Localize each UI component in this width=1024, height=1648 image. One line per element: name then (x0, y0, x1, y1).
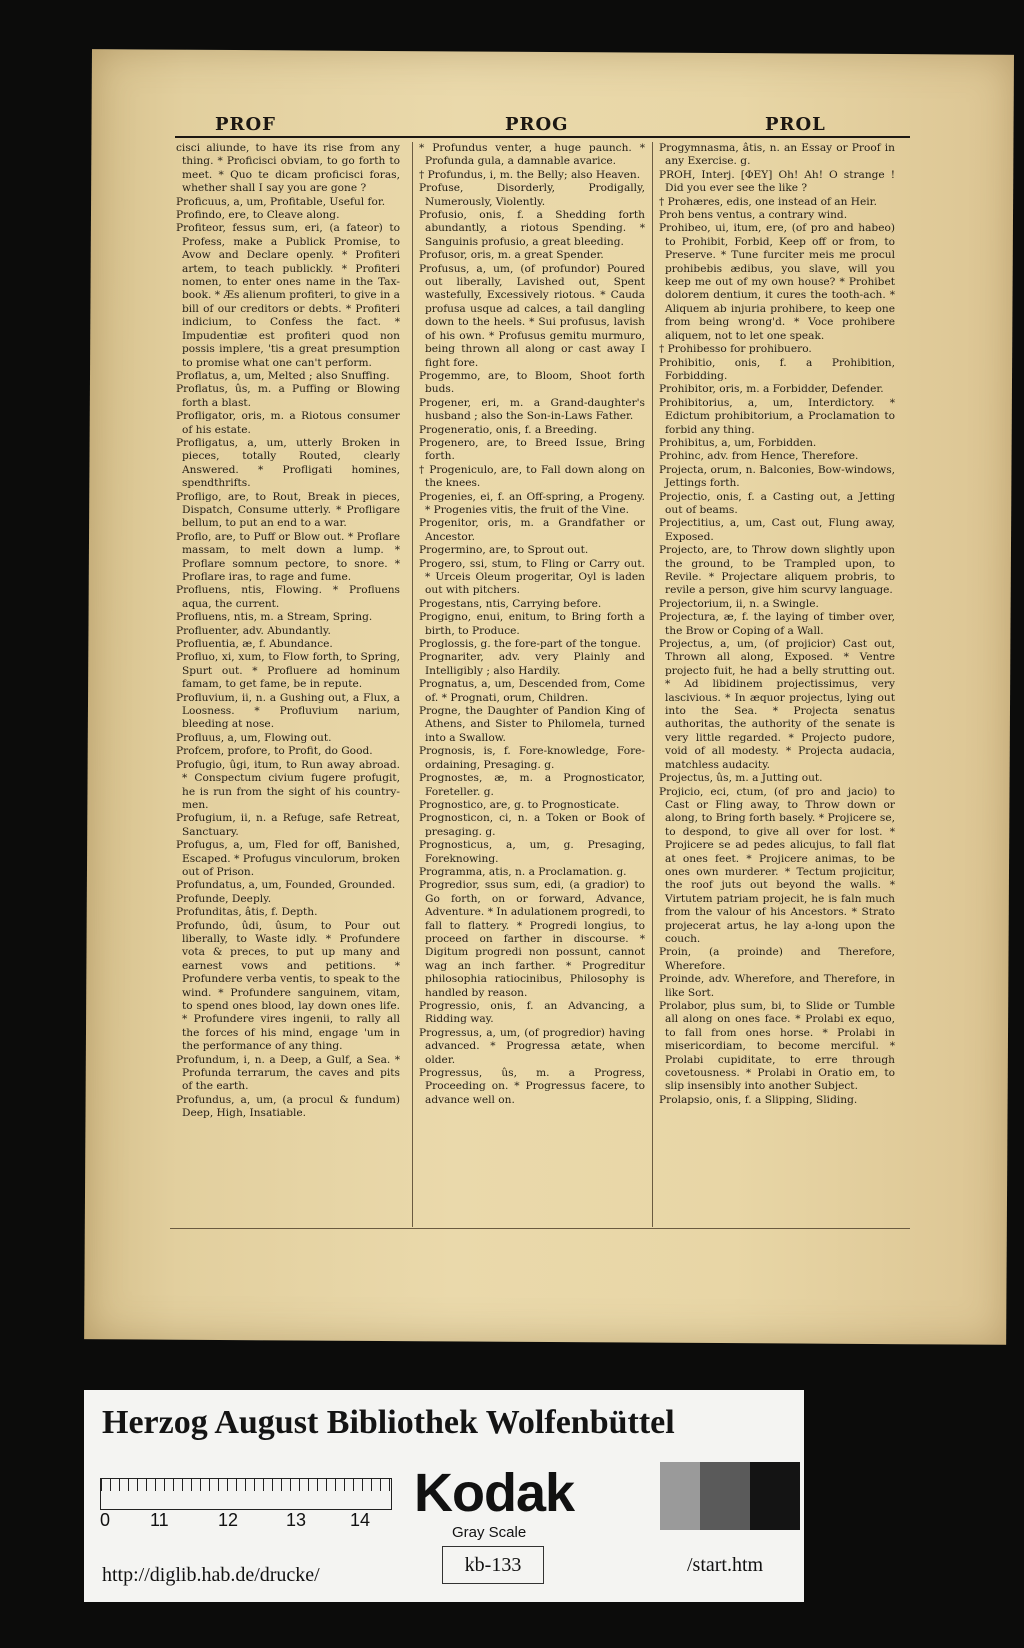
dictionary-entry: † Prohibesso for prohibuero. (659, 343, 812, 356)
dictionary-entry: Projectus, ûs, m. a Jutting out. (659, 772, 823, 785)
running-header (175, 114, 910, 138)
dictionary-entry: Profundatus, a, um, Founded, Grounded. (176, 879, 396, 892)
dictionary-entry: Projicio, eci, ctum, (of pro and jacio) to Cast or Fling away, to Throw down or along, to Bring forth basely. * Projicere se, to despond, to give all over for lost. * Projicere se ad pedes alicujus, to fall flat at ones feet. * Projicere animas, to be ones own murderer. * Tectum projicitur, the roof juts out beyond the walls. * Virtutem patriam projecit, he is faln much from the valour of his Ancestors. * Strato projecerat artus, he lay a-long upon the couch. (659, 785, 895, 945)
dictionary-entry: Proflo, are, to Puff or Blow out. * Proflare massam, to melt down a lump. * Proflare somnum pectore, to snore. * Proflare iras, to rage and fume. (176, 530, 400, 583)
dictionary-entry: Progener, eri, m. a Grand-daughter's husband ; also the Son-in-Laws Father. (419, 396, 645, 423)
dictionary-column-1 (176, 142, 400, 1227)
dictionary-entry: Projecta, orum, n. Balconies, Bow-windows, Jettings forth. (659, 463, 895, 490)
dictionary-entry: cisci aliunde, to have its rise from any thing. * Proficisci obviam, to go forth to meet. * Quo te dicam proficisci foras, whether shall I say you are gone ? (176, 142, 400, 195)
dictionary-entry: Prohinc, adv. from Hence, Therefore. (659, 450, 859, 463)
library-name: Herzog August Bibliothek Wolfenbüttel (102, 1404, 675, 1441)
ruler-scale (100, 1478, 392, 1510)
dictionary-entry: Profugio, ûgi, itum, to Run away abroad. * Conspectum civium fugere profugit, he is run from the sight of his country-men. (176, 758, 400, 811)
dictionary-entry: Profluens, ntis, Flowing. * Profluens aqua, the current. (176, 584, 400, 610)
dictionary-entry: Profusus, a, um, (of profundor) Poured out liberally, Lavished out, Spent wastefully, Excessively riotous. * Cauda profusa usque ad calces, a tail dangling down to the heels. * Sui profusus, lavish of his own. * Profusus gemitu murmuro, being thrown all along or cast away I fight fore. (419, 262, 645, 369)
dictionary-entry: Prolabor, plus sum, bi, to Slide or Tumble all along on ones face. * Prolabi ex equo, to fall from ones horse. * Prolabi in misericordiam, to become merciful. * Prolabi cupiditate, to erre through covetousness. * Prolabi in Oratio em, to slip insensibly into another Subject. (659, 1000, 895, 1093)
dictionary-entry: Progenero, are, to Breed Issue, Bring forth. (419, 436, 645, 463)
dictionary-entry: Progressus, ûs, m. a Progress, Proceeding on. * Progressus facere, to advance well on. (419, 1067, 645, 1106)
dictionary-entry: Proflatus, ûs, m. a Puffing or Blowing forth a blast. (176, 383, 400, 409)
dictionary-entry: Profligatus, a, um, utterly Broken in pieces, totally Routed, clearly Answered. * Profligati homines, spendthrifts. (176, 436, 400, 490)
gray-swatch (660, 1462, 700, 1530)
dictionary-entry: Programma, atis, n. a Proclamation. g. (419, 865, 627, 878)
dictionary-entry: Profluens, ntis, m. a Stream, Spring. (176, 611, 373, 624)
dictionary-entry: Profindo, ere, to Cleave along. (176, 209, 340, 222)
dictionary-entry: Prognatus, a, um, Descended from, Come of. * Prognati, orum, Children. (419, 678, 645, 704)
dictionary-entry: Prognostes, æ, m. a Prognosticator, Foreteller. g. (419, 772, 645, 798)
dictionary-entry: Prognosis, is, f. Fore-knowledge, Fore-ordaining, Presaging. g. (419, 745, 645, 771)
dictionary-entry: Profugus, a, um, Fled for off, Banished, Escaped. * Profugus vinculorum, broken out of Prison. (176, 839, 400, 878)
dictionary-entry: Prohibitio, onis, f. a Prohibition, Forbidding. (659, 356, 895, 382)
header-left: PROF (215, 114, 276, 135)
dictionary-entry: Profunde, Deeply. (176, 892, 272, 905)
dictionary-entry: Progestans, ntis, Carrying before. (419, 597, 602, 610)
color-target-card (84, 1390, 804, 1602)
dictionary-entry: Profcem, profore, to Profit, do Good. (176, 745, 373, 758)
dictionary-entry: † Profundus, i, m. the Belly; also Heaven. (419, 168, 641, 181)
dictionary-entry: Progne, the Daughter of Pandion King of Athens, and Sister to Philomela, turned into a Swallow. (419, 705, 645, 744)
dictionary-entry: Profundus, a, um, (a procul & fundum) Deep, High, Insatiable. (176, 1093, 400, 1120)
dictionary-entry: † Prohæres, edis, one instead of an Heir. (659, 195, 877, 208)
dictionary-entry: Prohibitorius, a, um, Interdictory. * Edictum prohibitorium, a Proclamation to forbid any thing. (659, 396, 895, 436)
dictionary-entry: Prolapsio, onis, f. a Slipping, Sliding. (659, 1093, 858, 1106)
dictionary-entry: Prognariter, adv. very Plainly and Intelligibly ; also Hardily. (419, 651, 645, 677)
dictionary-entry: Proflatus, a, um, Melted ; also Snuffing. (176, 369, 390, 382)
ruler-numbers (100, 1510, 400, 1530)
dictionary-entry: Proh bens ventus, a contrary wind. (659, 209, 848, 222)
header-center: PROG (505, 114, 569, 135)
page-bottom-rule (170, 1228, 910, 1229)
dictionary-entry: Proinde, adv. Wherefore, and Therefore, in like Sort. (659, 973, 895, 999)
gray-swatch (700, 1462, 750, 1530)
shelf-code: kb-133 (442, 1546, 544, 1584)
dictionary-entry: Progenies, ei, f. an Off-spring, a Progeny. * Progenies vitis, the fruit of the Vine. (419, 490, 645, 516)
dictionary-entry: Prognosticus, a, um, g. Presaging, Foreknowing. (419, 839, 645, 865)
dictionary-entry: Profuse, Disorderly, Prodigally, Numerously, Violently. (419, 182, 645, 208)
dictionary-entry: * Profundus venter, a huge paunch. * Profunda gula, a damnable avarice. (419, 142, 645, 168)
dictionary-entry: Prohibeo, ui, itum, ere, (of pro and habeo) to Prohibit, Forbid, Keep off or from, to Preserve. * Tune furciter meis me procul prohibebis ædibus, you slave, will you keep me out of my own house? * Prohibet dolorem dentium, it cures the tooth-ach. * Aliquem ab injuria prohibere, to keep one from being wrong'd. * Voce prohibere aliquem, not to let one speak. (659, 222, 895, 342)
dictionary-entry: Progredior, ssus sum, edi, (a gradior) to Go forth, on or forward, Advance, Adventure. * In adulationem progredi, to fall to flattery. * Progredi longius, to proceed on farther in discourse. * Digitum progredi non possunt, cannot wag an inch farther. * Progreditur philosophia ratiocinibus, Philosophy is handled by reason. (419, 879, 645, 999)
dictionary-entry: Progymnasma, âtis, n. an Essay or Proof in any Exercise. g. (659, 142, 895, 168)
dictionary-entry: † Progeniculo, are, to Fall down along on the knees. (419, 463, 645, 490)
dictionary-entry: Progero, ssi, stum, to Fling or Carry out. * Urceis Oleum progeritar, Oyl is laden out with pitchers. (419, 557, 645, 597)
header-right: PROL (765, 114, 826, 135)
gray-scale-label: Gray Scale (452, 1524, 527, 1541)
dictionary-entry: Profluvium, ii, n. a Gushing out, a Flux, a Loosness. * Profluvium narium, bleeding at nose. (176, 691, 400, 731)
dictionary-entry: Progressio, onis, f. an Advancing, a Ridding way. (419, 1000, 645, 1026)
dictionary-entry: Progressus, a, um, (of progredior) having advanced. * Progressa ætate, when older. (419, 1026, 645, 1066)
start-url: /start.htm (687, 1554, 764, 1576)
dictionary-column-2 (412, 142, 645, 1227)
dictionary-entry: Projectura, æ, f. the laying of timber over, the Brow or Coping of a Wall. (659, 611, 895, 637)
ruler-number: 11 (150, 1510, 169, 1530)
dictionary-entry: Progermino, are, to Sprout out. (419, 544, 589, 557)
dictionary-entry: Prohibitus, a, um, Forbidden. (659, 436, 817, 449)
source-url: http://diglib.hab.de/drucke/ (102, 1564, 320, 1586)
dictionary-entry: Progeneratio, onis, f. a Breeding. (419, 423, 598, 436)
dictionary-entry: Profiteor, fessus sum, eri, (a fateor) to Profess, make a Publick Promise, to Avow and Declare openly. * Profiteri artem, to teach publickly. * Profiteri nomen, to enter ones name in the Tax-book. * Æs alienum profiteri, to give in a bill of our creditors or debts. * Profiteri indicium, to Confess the fact. * Impudentiæ est profiteri quod non possis implere, 'tis a great presumption to promise what one can't perform. (176, 222, 400, 369)
dictionary-entry: Projectorium, ii, n. a Swingle. (659, 597, 819, 610)
dictionary-entry: Profligator, oris, m. a Riotous consumer of his estate. (176, 410, 400, 436)
dictionary-entry: Profusor, oris, m. a great Spender. (419, 249, 604, 262)
dictionary-entry: Prognostico, are, g. to Prognosticate. (419, 798, 620, 811)
ruler-number: 13 (286, 1510, 307, 1530)
dictionary-entry: Profundo, ûdi, ûsum, to Pour out liberally, to Waste idly. * Profundere vota & preces, to put up many and earnest vows and petitions. * Profundere verba ventis, to speak to the wind. * Profundere sanguinem, vitam, to spend ones blood, lay down ones life. * Profundere vires ingenii, to rally all the forces of his mind, engage 'um in the performance of any thing. (176, 919, 400, 1053)
dictionary-entry: Prohibitor, oris, m. a Forbidder, Defender. (659, 383, 884, 396)
dictionary-entry: Progemmo, are, to Bloom, Shoot forth buds. (419, 369, 645, 396)
ruler-number: 0 (100, 1510, 111, 1530)
gray-swatch (750, 1462, 800, 1530)
dictionary-entry: Profluus, a, um, Flowing out. (176, 731, 332, 744)
dictionary-entry: Proglossis, g. the fore-part of the tongue. (419, 638, 641, 651)
ruler-number: 14 (350, 1510, 371, 1530)
dictionary-entry: Profligo, are, to Rout, Break in pieces, Dispatch, Consume utterly. * Profligare bellum, to put an end to a war. (176, 490, 400, 530)
dictionary-entry: Projectio, onis, f. a Casting out, a Jetting out of beams. (659, 490, 895, 516)
dictionary-entry: Proficuus, a, um, Profitable, Useful for. (176, 195, 386, 208)
ruler-number: 12 (218, 1510, 239, 1530)
dictionary-entry: Progenitor, oris, m. a Grandfather or Ancestor. (419, 517, 645, 543)
dictionary-entry: Profluo, xi, xum, to Flow forth, to Spring, Spurt out. * Profluere ad hominum famam, to get fame, be in repute. (176, 651, 400, 691)
dictionary-entry: Profluentia, æ, f. Abundance. (176, 638, 333, 651)
dictionary-entry: Profundum, i, n. a Deep, a Gulf, a Sea. * Profunda terrarum, the caves and pits of the earth. (176, 1053, 400, 1093)
dictionary-entry: Projecto, are, to Throw down slightly upon the ground, to be Trampled upon, to Revile. * Projectare aliquem probris, to revile a person, give him scurvy language. (659, 544, 895, 597)
kodak-logo: Kodak (414, 1463, 575, 1523)
dictionary-entry: PROH, Interj. [ΦΕΥ] Oh! Ah! O strange ! Did you ever see the like ? (659, 168, 895, 195)
dictionary-entry: Proin, (a proinde) and Therefore, Wherefore. (659, 946, 895, 972)
dictionary-entry: Prognosticon, ci, n. a Token or Book of presaging. g. (419, 812, 645, 838)
dictionary-entry: Profluenter, adv. Abundantly. (176, 624, 331, 637)
dictionary-column-3 (652, 142, 895, 1227)
dictionary-entry: Profusio, onis, f. a Shedding forth abundantly, a riotous Spending. * Sanguinis profusio, a great bleeding. (419, 209, 645, 248)
dictionary-entry: Profugium, ii, n. a Refuge, safe Retreat, Sanctuary. (176, 812, 400, 838)
gray-swatches (660, 1462, 800, 1530)
dictionary-entry: Progigno, enui, enitum, to Bring forth a birth, to Produce. (419, 611, 645, 637)
dictionary-entry: Projectitius, a, um, Cast out, Flung away, Exposed. (659, 517, 895, 543)
dictionary-entry: Projectus, a, um, (of projicior) Cast out, Thrown all along, Exposed. * Ventre projecto fuit, he had a belly strutting out. * Ad libidinem projectissimus, very lascivious. * In æquor projectus, lying out into the Sea. * Projecta senatus authoritas, the authority of the senate is very little regarded. * Projecto pudore, void of all modesty. * Projecta audacia, matchless audacity. (659, 638, 895, 771)
dictionary-entry: Profunditas, âtis, f. Depth. (176, 906, 318, 919)
